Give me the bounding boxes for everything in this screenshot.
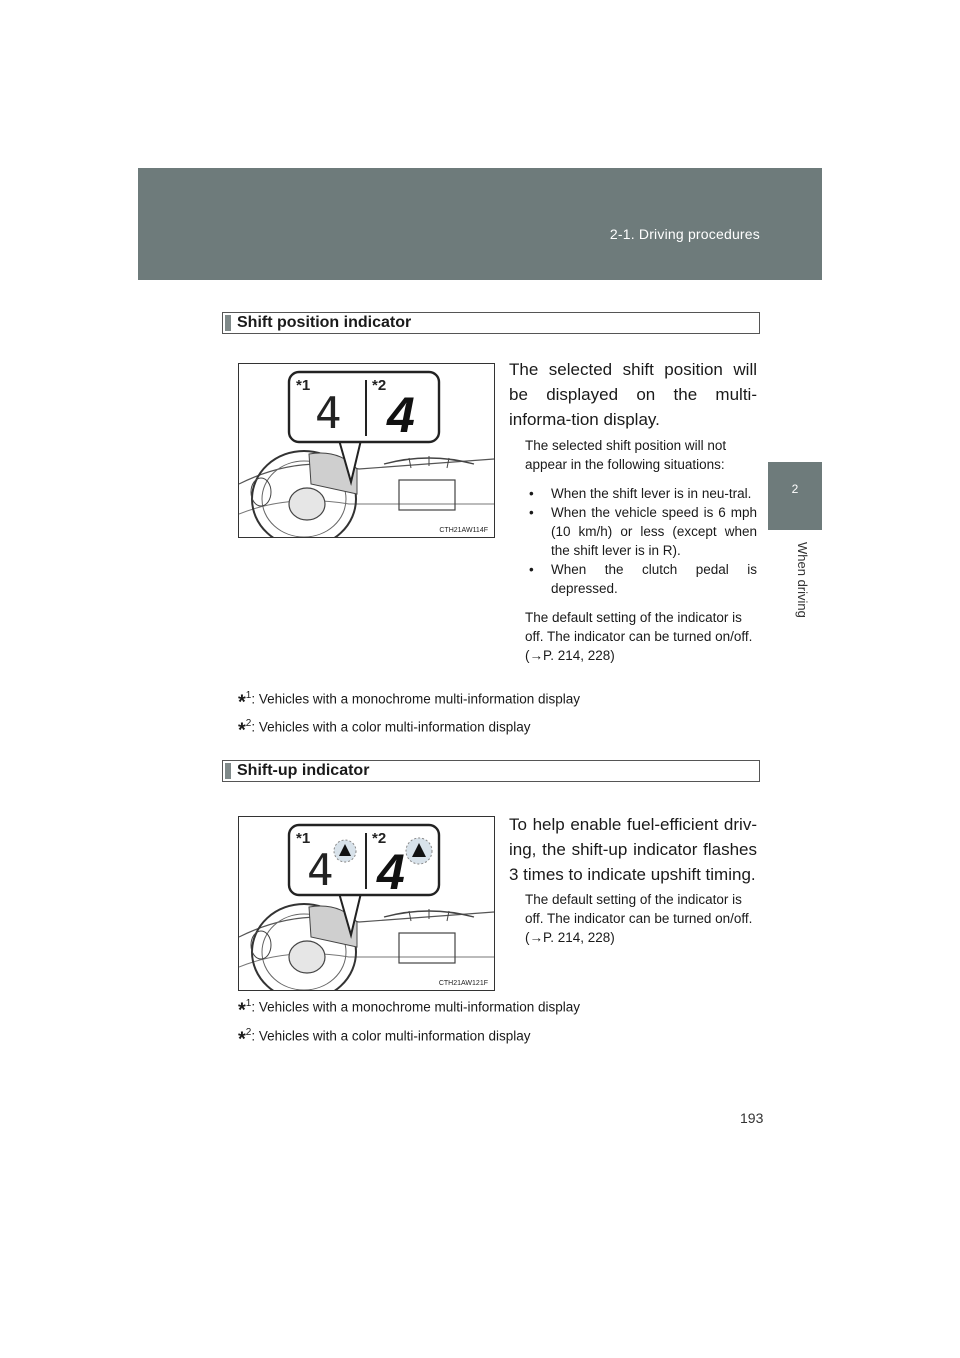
list-item: • When the clutch pedal is depressed. [525, 560, 757, 598]
page-number: 193 [740, 1110, 764, 1126]
list-item: • When the vehicle speed is 6 mph (10 km/h) or less (except when the shift lever is in R). [525, 503, 757, 560]
svg-text:4: 4 [377, 844, 405, 900]
shift-up-arrow-mono-icon [334, 840, 356, 862]
section-title-shift-up: Shift-up indicator [222, 760, 760, 782]
svg-text:4: 4 [387, 387, 415, 443]
svg-text:4: 4 [307, 845, 334, 896]
shift-position-notes [525, 436, 757, 675]
chapter-header [138, 168, 822, 280]
note-default-setting: The default setting of the indicator is off. The indicator can be turned on/off. (→P. 214, 228) [525, 610, 753, 663]
svg-text:*1: *1 [296, 377, 311, 394]
svg-text:*1: *1 [296, 830, 311, 847]
footnote-color: *$^2$: Vehicles with a color multi-information display [238, 1027, 531, 1051]
dashboard-illustration [239, 364, 494, 537]
note-default-setting: The default setting of the indicator is off. The indicator can be turned on/off. (→P. 214, 228) [525, 892, 753, 945]
chapter-number: 2 [791, 482, 799, 496]
chapter-label: When driving [795, 542, 810, 618]
shift-up-description: To help enable fuel-efficient driv-ing, the shift-up indicator flashes 3 times to indicate upshift timing. [509, 815, 757, 884]
figure-shift-up [238, 816, 495, 991]
figure-code: CTH21AW114F [439, 527, 488, 534]
footnote-color: *$^2$: Vehicles with a color multi-information display [238, 718, 531, 742]
section-heading: 2-1. Driving procedures [609, 226, 760, 242]
figure-code: CTH21AW121F [438, 980, 488, 987]
footnote-monochrome: *$^1$: Vehicles with a monochrome multi-information display [238, 998, 580, 1022]
chapter-tab [768, 462, 822, 530]
footnote-monochrome: *$^1$: Vehicles with a monochrome multi-information display [238, 690, 580, 714]
dashboard-illustration [239, 817, 494, 990]
figure-shift-position [238, 363, 495, 538]
svg-text:4: 4 [315, 388, 342, 439]
note-intro: The selected shift position will not appear in the following situations: [525, 438, 727, 472]
svg-text:*2: *2 [372, 830, 387, 847]
shift-up-notes [525, 890, 757, 957]
conditions-list [525, 484, 757, 598]
section-title-shift-position: Shift position indicator [222, 312, 760, 334]
shift-up-arrow-color-icon [406, 838, 432, 864]
svg-text:*2: *2 [372, 377, 387, 394]
list-item: • When the shift lever is in neu-tral. [525, 484, 757, 503]
shift-position-description: The selected shift position will be displayed on the multi-informa-tion display. [509, 360, 757, 429]
